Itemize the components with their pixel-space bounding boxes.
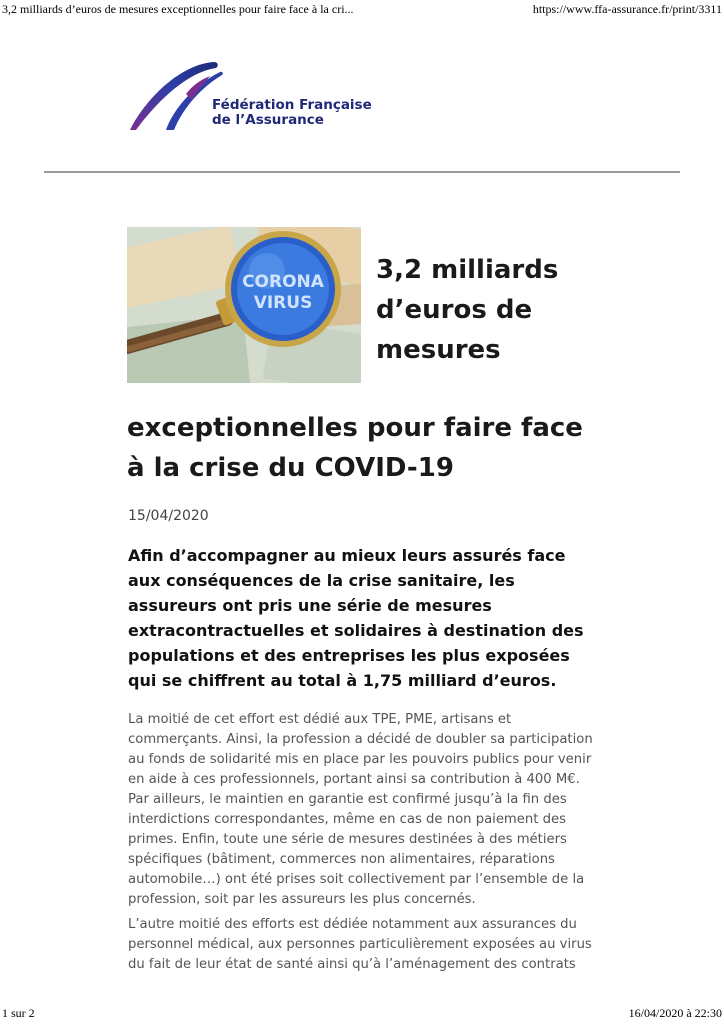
header-divider [44, 171, 680, 173]
article-title-part-2 [127, 408, 687, 488]
print-header [0, 2, 724, 18]
article-date: 15/04/2020 [128, 508, 209, 524]
print-footer [0, 1006, 724, 1022]
ffa-swoosh-logo-icon [126, 58, 226, 138]
print-page-url[interactable]: https://www.ffa-assurance.fr/print/3311 [532, 2, 722, 16]
print-page-title: 3,2 milliards d’euros de mesures exceptionnelles pour faire face à la cri... [2, 2, 354, 16]
title-line: à la crise du COVID-19 [127, 453, 454, 483]
article-lead: Afin d’accompagner au mieux leurs assurés face aux conséquences de la crise sanitaire, les assureurs ont pris une série de mesures extracontractuelles et solidaires à destination des populations et des entreprises les plus exposées qui se chiffrent au total à 1,75 milliard d’euros. [128, 546, 584, 690]
title-line: mesures [376, 335, 501, 365]
article-paragraph-1: La moitié de cet effort est dédié aux TPE, PME, artisans et commerçants. Ainsi, la profession a décidé de doubler sa participation au fonds de solidarité mis en place par les pouvoirs publics pour venir en aide à ces professionnels, portant ainsi sa contribution à 400 M€. Par ailleurs, le maintien en garantie est confirmé jusqu’à la fin des interdictions correspondantes, même en cas de non paiement des primes. Enfin, toute une série de mesures destinées à des métiers spécifiques (bâtiment, commerces non alimentaires, réparations automobile…) ont été prises soit collectivement par l’ensemble de la profession, soit par les assureurs les plus concernés. [128, 712, 593, 907]
logo-line-2: de l’Assurance [212, 112, 324, 128]
image-text-virus: VIRUS [253, 293, 313, 313]
title-line: 3,2 milliards [376, 255, 559, 285]
print-page-number: 1 sur 2 [2, 1006, 35, 1020]
title-line: exceptionnelles pour faire face [127, 413, 583, 443]
ffa-logo[interactable] [126, 58, 386, 138]
ffa-logo-text [212, 98, 372, 128]
article-title-part-1 [376, 250, 676, 370]
logo-line-1: Fédération Française [212, 97, 372, 113]
print-datetime: 16/04/2020 à 22:30 [628, 1006, 722, 1020]
magnifier-illustration-icon [127, 227, 361, 383]
coronavirus-magnifier-image [127, 227, 361, 383]
article-paragraph-2: L’autre moitié des efforts est dédiée notamment aux assurances du personnel médical, aux personnes particulièrement exposées au virus du fait de leur état de santé ainsi qu’à l’aménagement des contrats [128, 917, 592, 972]
title-line: d’euros de [376, 295, 533, 325]
image-text-corona: CORONA [242, 272, 324, 292]
